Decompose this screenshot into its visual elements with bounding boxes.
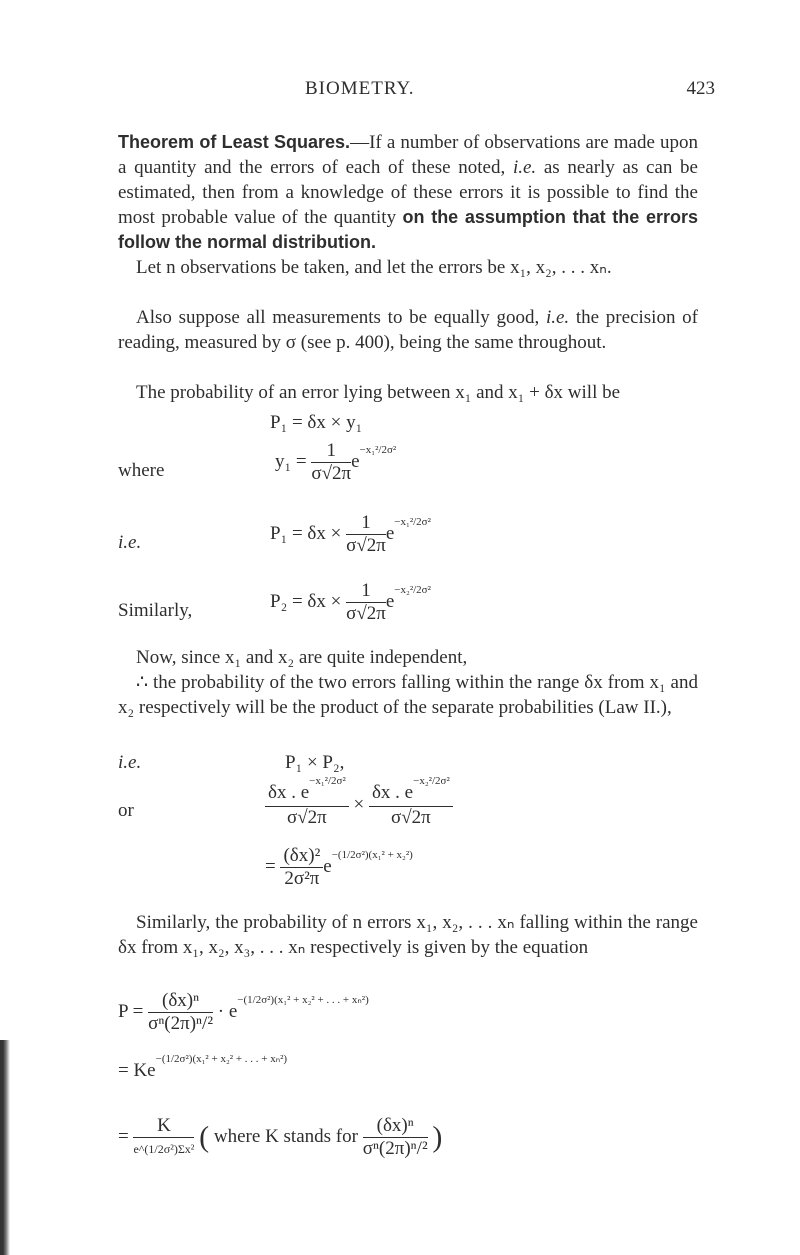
fraction-numerator: (δx)ⁿ <box>148 990 213 1013</box>
exp-base: e <box>323 855 332 877</box>
exponent: −x₁²/2σ² <box>394 515 431 528</box>
eq-K-definition-fraction <box>363 1115 428 1160</box>
fraction-numerator: 1 <box>311 440 351 463</box>
eq-p1-times-p2: P₁ × P₂, <box>285 752 345 773</box>
para-also-2: the precision of reading, measured by σ (see p. 400), being the same throughout. <box>118 307 698 353</box>
left-paren: ( <box>199 1120 210 1154</box>
exponent: −(1/2σ²)(x₁² + x₂²) <box>331 848 413 861</box>
fraction-numerator: 1 <box>346 512 386 535</box>
page-header <box>0 78 800 108</box>
fraction-denominator: 2σ²π <box>284 868 320 889</box>
fraction-numerator: (δx)ⁿ <box>363 1115 428 1138</box>
fraction-numerator: 1 <box>346 580 386 603</box>
theorem-paragraph <box>118 130 698 255</box>
exp-base: e <box>385 590 395 612</box>
label-where: where <box>118 460 165 481</box>
eq-sign: = <box>265 855 276 877</box>
fraction-denominator: e^(1/2σ²)Σx² <box>133 1142 195 1156</box>
exponent: −x₂²/2σ² <box>413 775 450 787</box>
fraction-denominator: σⁿ(2π)ⁿ/² <box>148 1013 214 1034</box>
eq-P: P = $\frac{\text{(δx)ⁿ}}{\text{σⁿ(2π)ⁿ/²}}$ · $e^{-(1/2\sigma^2)(x_1^2 + x_2^2 + . . . + x_n^2)}$ <box>118 990 369 1034</box>
fraction-numerator: (δx)² <box>280 845 323 868</box>
theorem-title: Theorem of Least Squares. <box>118 132 351 152</box>
fraction-numerator: K <box>133 1115 194 1138</box>
eq-K-fraction <box>133 1115 194 1160</box>
exp-base: e <box>385 522 395 544</box>
exponent: −x₂²/2σ² <box>394 583 431 596</box>
eq-P-fraction <box>148 990 213 1035</box>
times-sign: × <box>353 793 365 815</box>
theorem-text-1: —If a number of observations are made upon a quantity and the errors of each of these noted, <box>118 132 698 178</box>
theorem-ie: i.e. <box>512 157 537 178</box>
label-or: or <box>118 800 134 821</box>
exponent: −x₁²/2σ² <box>359 443 397 456</box>
para-similarly-n: Similarly, the probability of n errors x₁, x₂, . . . xₙ falling within the range δx from x₁, x₂, x₃, . . . xₙ respectively is given by the equation <box>118 912 698 958</box>
eq-p1-definition: P₁ = δx × y₁ <box>270 412 363 433</box>
para-let: Let n observations be taken, and let the errors be x₁, x₂, . . . xₙ. <box>136 257 612 278</box>
label-similarly: Similarly, <box>118 600 193 621</box>
exp-base: e <box>228 1000 238 1022</box>
para-also-1: Also suppose all measurements to be equally good, <box>136 307 540 328</box>
eq-y1-lhs: y₁ = <box>275 450 307 472</box>
page-edge-shadow <box>0 1040 10 1255</box>
where-K-text: where K stands for <box>213 1125 358 1147</box>
eq-y1-fraction <box>311 440 351 485</box>
eq-p2-fraction <box>346 580 386 625</box>
eq-sign: = <box>118 1125 129 1147</box>
eq-p1-fraction <box>346 512 386 557</box>
label-ie: i.e. <box>118 532 142 553</box>
fraction-denominator: σ√2π <box>311 463 352 484</box>
right-paren: ) <box>432 1120 443 1154</box>
fraction-denominator: σ√2π <box>287 807 327 828</box>
para-also <box>118 305 698 355</box>
eq-P-lhs: P = <box>118 1000 144 1022</box>
eq-K-lhs: = Ke <box>118 1060 156 1081</box>
eq-combined <box>265 845 413 890</box>
para-probability: The probability of an error lying between x₁ and x₁ + δx will be <box>136 382 621 403</box>
eq-y1 <box>275 440 396 485</box>
eq-combined-fraction <box>280 845 323 890</box>
label-ie-2: i.e. <box>118 752 142 773</box>
exp-base: e <box>351 450 360 472</box>
running-head: BIOMETRY. <box>305 78 415 99</box>
eq-K-fraction-line <box>118 1115 442 1160</box>
fraction-denominator: σ√2π <box>390 807 431 828</box>
numerator-text: δx . e <box>268 782 310 803</box>
fraction-denominator: σ√2π <box>346 603 386 624</box>
eq-p2-lhs: P₂ = δx × <box>270 590 342 612</box>
exponent: −(1/2σ²)(x₁² + x₂² + . . . + xₙ²) <box>237 993 369 1006</box>
exponent: −x₁²/2σ² <box>309 775 346 787</box>
eq-p2 <box>270 580 431 625</box>
eq-p1 <box>270 512 431 557</box>
para-also-ie: i.e. <box>545 307 570 328</box>
fraction-denominator: σ√2π <box>346 535 386 556</box>
theorem-assumption: on the assumption that the errors follow the normal distribution. <box>118 207 698 252</box>
page-number: 423 <box>686 78 715 99</box>
para-now-1: Now, since x₁ and x₂ are quite independent, <box>136 647 468 668</box>
theorem-text-2: as nearly as can be estimated, then from a knowledge of these errors it is possible to find the most probable value of the quantity <box>118 157 698 228</box>
exponent: −(1/2σ²)(x₁² + x₂² + . . . + xₙ²) <box>155 1053 288 1065</box>
eq-p1-lhs: P₁ = δx × <box>270 522 342 544</box>
numerator-text: δx . e <box>371 782 414 803</box>
fraction-denominator: σⁿ(2π)ⁿ/² <box>362 1138 428 1159</box>
para-now-2: ∴ the probability of the two errors falling within the range δx from x₁ and x₂ respectively will be the product of the separate probabilities (Law II.), <box>118 672 698 718</box>
